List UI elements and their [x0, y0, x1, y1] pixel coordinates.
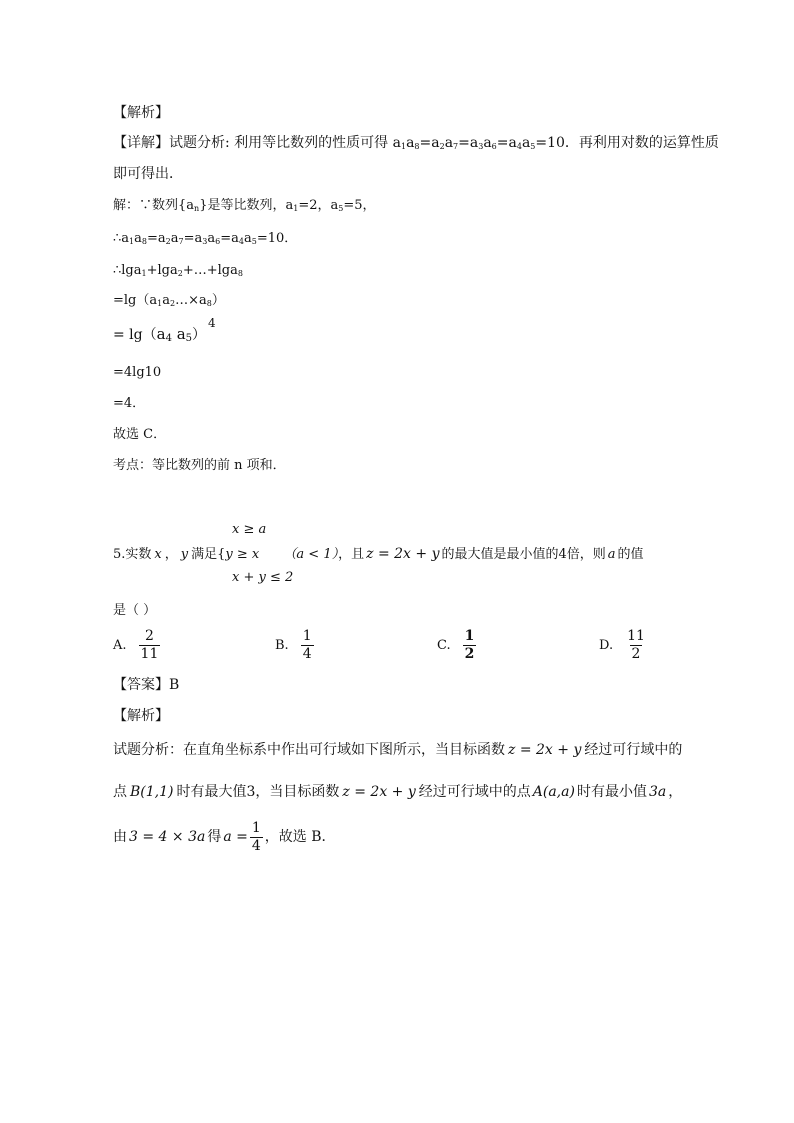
- q-text-b: 满足{: [191, 547, 226, 562]
- exp1-b: 经过可行域中的: [584, 742, 683, 758]
- option-a-num: 2: [144, 628, 154, 644]
- step-5: =4lg10: [113, 365, 162, 380]
- option-b-den: 4: [302, 646, 312, 662]
- exp2-e: ，当目标函数: [255, 784, 340, 800]
- question-number: 5.: [113, 547, 126, 562]
- q-text-e: 的值: [617, 547, 644, 562]
- exp2-max: 3: [246, 784, 256, 800]
- var-x: x: [154, 547, 162, 562]
- objective-function: z = 2x + y: [366, 546, 440, 562]
- option-c[interactable]: [437, 628, 478, 663]
- option-b-num: 1: [302, 628, 312, 644]
- detail-line-1: 【详解】试题分析: 利用等比数列的性质可得 $a_1a_8=a_2a_7=a_3a_6=a_4a_5=10$．再利用对数的运算性质: [113, 135, 719, 151]
- option-b-fraction: [301, 628, 314, 663]
- var-y: y: [180, 547, 189, 562]
- sol-a1: =2，a: [298, 198, 339, 213]
- option-c-fraction: [463, 628, 477, 663]
- explanation-line-2: [113, 784, 682, 800]
- detail-text-b: =10．再利用对数的运算性质: [535, 135, 719, 151]
- step2-a: ∴lga: [113, 263, 142, 278]
- step2-b: +lga: [146, 263, 178, 278]
- exp3-num: 1: [251, 819, 261, 836]
- explanation-line-3: [113, 818, 336, 856]
- option-c-num: 1: [464, 628, 475, 644]
- step3-c: ）: [211, 293, 225, 308]
- option-a-fraction: [139, 628, 161, 663]
- step3-b: …×a: [175, 293, 207, 308]
- exp3-fraction: [250, 820, 263, 855]
- q-text-a: 实数: [125, 547, 152, 562]
- exp2-j: ，: [668, 784, 683, 800]
- step2-c: +…+lga: [182, 263, 238, 278]
- var-a: a: [607, 547, 616, 562]
- exp2-h: 时有最小值: [576, 784, 647, 800]
- constraint-2: y ≥ x: [225, 547, 260, 562]
- option-b-label: B.: [275, 638, 289, 653]
- constraint-3: x + y ≤ 2: [232, 570, 294, 585]
- step-4: = $\lg(a_4$ $a_5)4$: [113, 316, 216, 344]
- exp3-a: 由: [113, 829, 127, 845]
- question-5-line: [113, 546, 644, 563]
- option-d-den: 2: [631, 646, 641, 662]
- sol-label: 解：∵数列{a: [113, 198, 195, 213]
- option-a-label: A.: [113, 638, 127, 653]
- step-3: $=\lg(a_1a_2\dots\times a_8)$: [113, 293, 225, 308]
- detail-label: 【详解】: [113, 135, 169, 151]
- exp2-point-a: A(a,a): [532, 784, 575, 800]
- option-b[interactable]: [275, 628, 316, 663]
- option-d[interactable]: [599, 628, 649, 663]
- q-comma: ，: [164, 547, 178, 562]
- option-c-label: C.: [437, 638, 451, 653]
- q-text-c: ，且: [338, 547, 365, 562]
- step-6: =4．: [113, 396, 146, 411]
- exp2-c: 时有最大值: [176, 784, 247, 800]
- sol-a5: =5，: [343, 198, 376, 213]
- exp2-objective: z = 2x + y: [342, 784, 416, 800]
- answer-label: 【答案】B: [113, 677, 180, 693]
- condition: （a < 1）: [283, 547, 339, 562]
- exp3-equation: 3 = 4 × 3a: [129, 829, 206, 845]
- option-a-den: 11: [140, 646, 159, 662]
- explanation-line-1: [113, 742, 682, 758]
- step4-a: = lg（: [113, 327, 157, 343]
- constraint-1: x ≥ a: [232, 522, 267, 537]
- analysis-heading-2: 【解析】: [113, 708, 169, 724]
- exp2-min: 3a: [648, 784, 667, 800]
- exp2-point-b: B(1,1): [130, 784, 174, 800]
- solution-line: 解：∵数列$\{a_n\}$是等比数列，$a_1=2$，$a_5=5$，: [113, 198, 376, 213]
- detail-text: 试题分析: 利用等比数列的性质可得 a: [169, 135, 401, 151]
- exp1-a: 试题分析：在直角坐标系中作出可行域如下图所示，当目标函数: [113, 742, 505, 758]
- exp3-c: a =: [223, 829, 248, 845]
- option-d-num: 11: [627, 628, 645, 644]
- step3-a: =lg（a: [113, 293, 158, 308]
- q-text-d: 的最大值是最小值的4倍，则: [441, 547, 606, 562]
- sol-mid: }是等比数列，a: [199, 198, 294, 213]
- exp3-den: 4: [251, 837, 261, 854]
- option-d-label: D.: [599, 638, 614, 653]
- topic-line: 考点：等比数列的前 n 项和．: [113, 458, 286, 473]
- option-c-den: 2: [464, 646, 475, 662]
- step1-text: =10．: [256, 231, 298, 246]
- question-5-tail: 是（ ）: [113, 603, 157, 618]
- analysis-heading: 【解析】: [113, 105, 169, 121]
- option-a[interactable]: [113, 628, 162, 663]
- answer-choice: 故选 C．: [113, 427, 167, 442]
- exp2-f: 经过可行域中的点: [418, 784, 531, 800]
- step4-exponent: 4: [208, 316, 216, 330]
- step-1: $\therefore a_1a_8=a_2a_7=a_3a_6=a_4a_5=10$．: [113, 231, 298, 246]
- step-2: ∴lga$_1$+lga$_2$+…+lga$_8$: [113, 263, 243, 278]
- exp1-objective: z = 2x + y: [508, 742, 582, 758]
- exp3-d: ，故选 B．: [264, 829, 336, 845]
- option-d-fraction: [625, 628, 647, 663]
- exp3-b: 得: [207, 829, 222, 845]
- detail-line-2: 即可得出．: [113, 166, 183, 182]
- exp2-a: 点: [113, 784, 127, 800]
